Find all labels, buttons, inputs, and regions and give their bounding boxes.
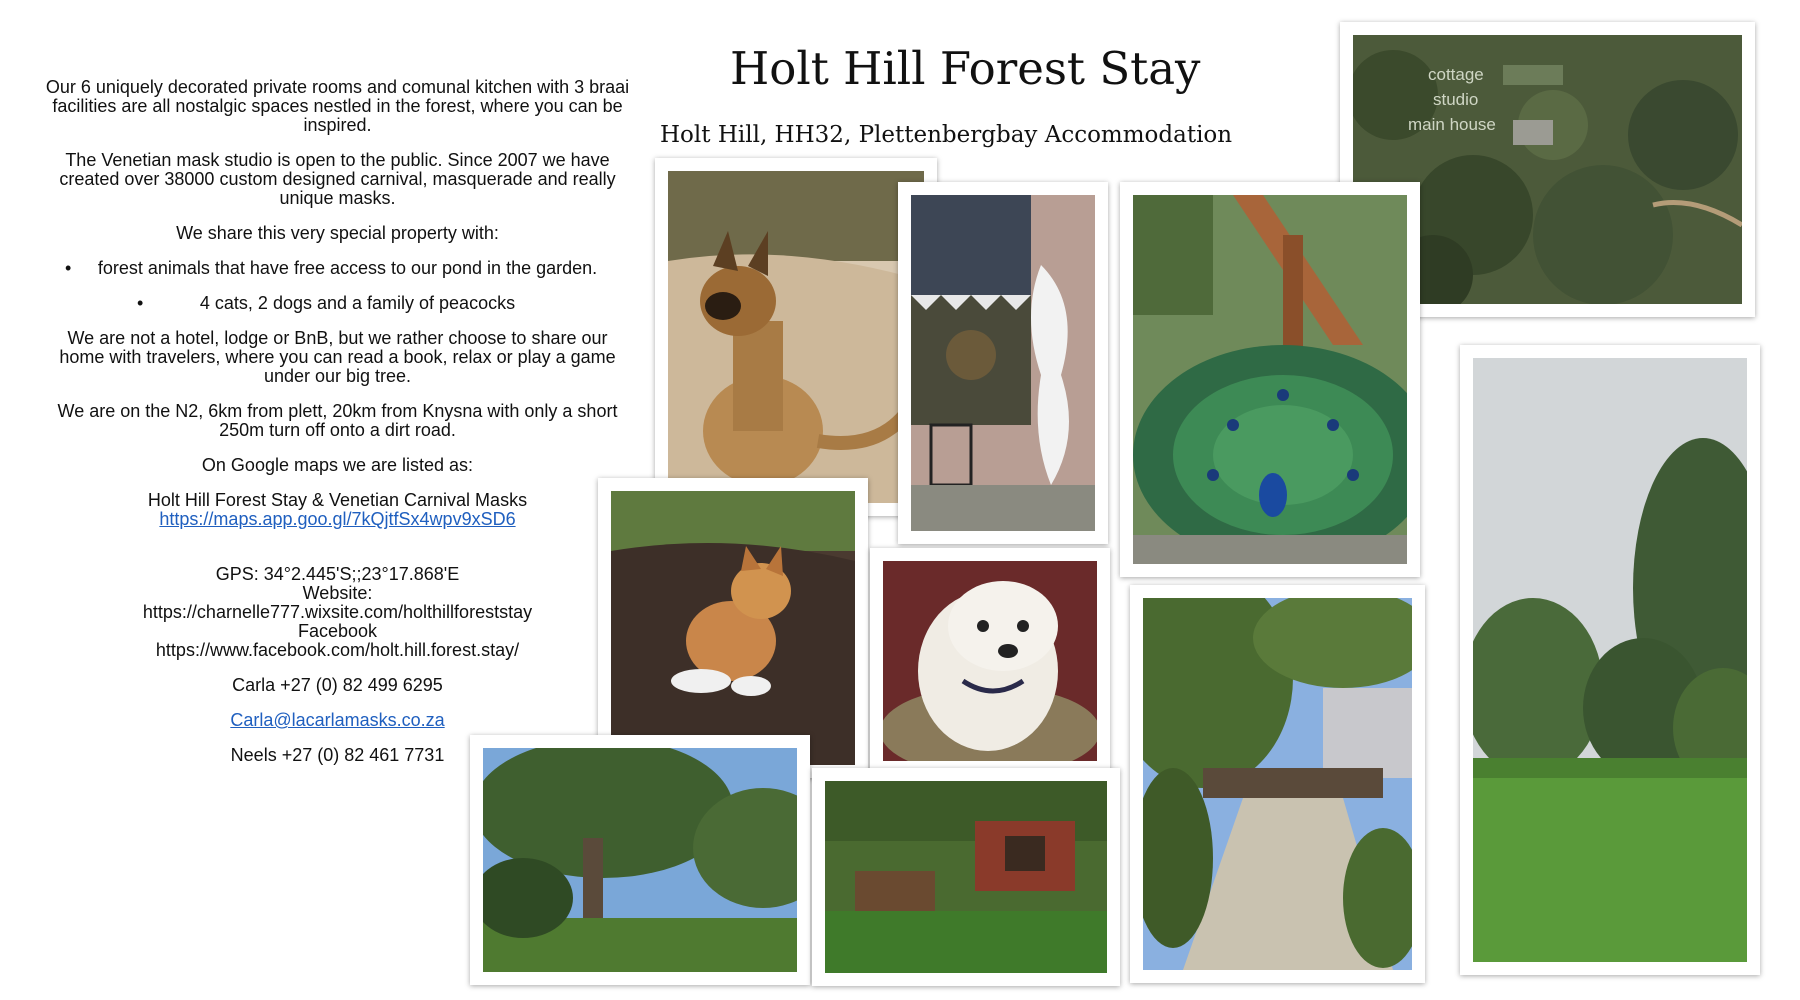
location-paragraph: We are on the N2, 6km from plett, 20km from Knysna with only a short 250m turn off onto a dirt road. bbox=[57, 401, 618, 440]
facebook-url[interactable]: https://www.facebook.com/holt.hill.forest.stay/ bbox=[155, 640, 520, 660]
aerial-label-cottage: cottage bbox=[1428, 65, 1484, 84]
aerial-label-studio: studio bbox=[1433, 90, 1479, 109]
maps-link[interactable]: https://maps.app.goo.gl/7kQjtfSx4wpv9xSD6 bbox=[159, 509, 516, 529]
contact-block bbox=[45, 565, 630, 660]
carla-phone: Carla +27 (0) 82 499 6295 bbox=[232, 675, 443, 695]
website-label: Website: bbox=[302, 583, 373, 603]
patio-photo bbox=[812, 768, 1120, 986]
cat-photo bbox=[598, 478, 868, 778]
facebook-label: Facebook bbox=[297, 621, 378, 641]
description-column bbox=[45, 78, 630, 781]
page-title: Holt Hill Forest Stay bbox=[730, 42, 1201, 95]
courtyard-photo bbox=[1130, 585, 1425, 983]
studio-paragraph: The Venetian mask studio is open to the public. Since 2007 we have created over 38000 custom designed carnival, masquerade and really unique masks. bbox=[59, 150, 616, 208]
intro-paragraph: Our 6 uniquely decorated private rooms and comunal kitchen with 3 braai facilities are all nostalgic spaces nestled in the forest, where you can be inspired. bbox=[45, 77, 630, 135]
peacock-photo bbox=[1120, 182, 1420, 577]
share-heading: We share this very special property with: bbox=[176, 223, 499, 243]
gps-text: GPS: 34°2.445'S;;23°17.868'E bbox=[215, 564, 460, 584]
tree-garden-photo bbox=[470, 735, 810, 985]
page-subtitle: Holt Hill, HH32, Plettenbergbay Accommodation bbox=[660, 122, 1233, 148]
listing-name: Holt Hill Forest Stay & Venetian Carnival Masks bbox=[147, 490, 528, 510]
google-heading: On Google maps we are listed as: bbox=[201, 455, 474, 475]
lawn-photo bbox=[1460, 345, 1760, 975]
neels-phone: Neels +27 (0) 82 461 7731 bbox=[230, 745, 445, 765]
website-url[interactable]: https://charnelle777.wixsite.com/holthillforeststay bbox=[142, 602, 533, 622]
dog-shepherd-photo bbox=[655, 158, 937, 516]
email-link[interactable]: Carla@lacarlamasks.co.za bbox=[230, 710, 445, 730]
white-dog-photo bbox=[870, 548, 1110, 774]
bullet-item: • 4 cats, 2 dogs and a family of peacocks bbox=[137, 293, 516, 313]
masks-photo bbox=[898, 182, 1108, 544]
not-hotel-paragraph: We are not a hotel, lodge or BnB, but we rather choose to share our home with travelers, where you can read a book, relax or play a game under our big tree. bbox=[59, 328, 616, 386]
bullet-item: • forest animals that have free access to our pond in the garden. bbox=[65, 258, 598, 278]
listing-block bbox=[45, 491, 630, 529]
bullet-icon: • bbox=[137, 293, 144, 313]
bullet-icon: • bbox=[65, 258, 72, 278]
aerial-label-main-house: main house bbox=[1408, 115, 1496, 134]
